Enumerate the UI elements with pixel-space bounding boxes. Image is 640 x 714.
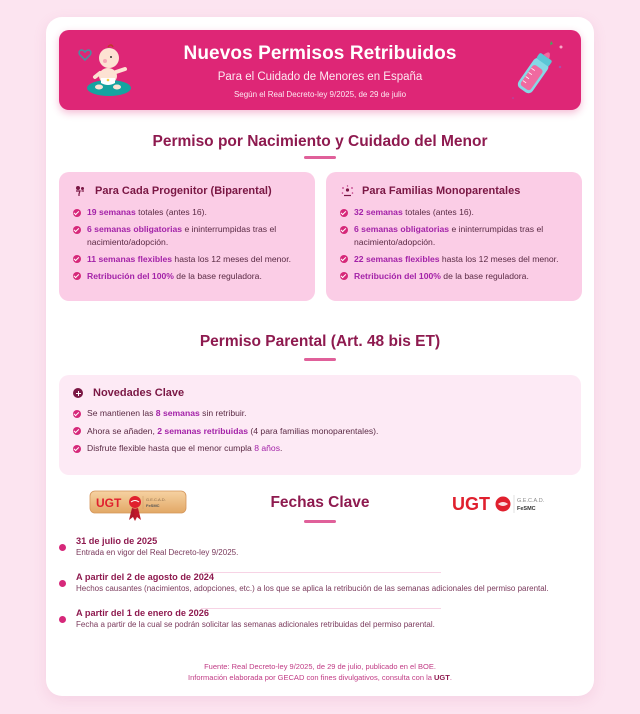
novedades-box — [59, 375, 581, 475]
check-icon — [73, 427, 81, 435]
section-divider — [304, 520, 336, 523]
timeline-item — [59, 571, 579, 594]
check-icon — [73, 410, 81, 418]
timeline-desc: Fecha a partir de la cual se podrán solicitar las semanas adicionales retribuidas del permiso parental. — [76, 620, 435, 629]
timeline-date: 31 de julio de 2025 — [76, 536, 158, 546]
section-divider — [304, 156, 336, 159]
list-item: Retribución del 100% de la base reguladora. — [340, 270, 568, 283]
check-icon — [73, 272, 81, 280]
timeline-desc: Entrada en vigor del Real Decreto-ley 9/2025. — [76, 548, 239, 557]
list-item: Ahora se añaden, 2 semanas retribuidas (4 para familias monoparentales). — [73, 425, 567, 438]
single-parent-card — [326, 172, 582, 301]
baby-illustration-icon — [75, 38, 137, 100]
section-divider — [304, 358, 336, 361]
card-title: Para Cada Progenitor (Biparental) — [95, 185, 272, 197]
section-title-birth: Permiso por Nacimiento y Cuidado del Menor — [152, 133, 488, 150]
hero-note: Según el Real Decreto-ley 9/2025, de 29 de julio — [233, 90, 407, 99]
check-icon — [73, 445, 81, 453]
biparental-card — [59, 172, 315, 301]
list-item: 6 semanas obligatorias e ininterrumpidas tras el nacimiento/adopción. — [340, 223, 568, 248]
timeline-date: A partir del 2 de agosto de 2024 — [76, 572, 215, 582]
svg-text:UGT: UGT — [96, 496, 122, 510]
plus-circle-icon — [73, 388, 83, 398]
timeline-dot-icon — [59, 544, 66, 551]
check-icon — [340, 255, 348, 263]
key-dates-timeline — [59, 535, 579, 643]
infographic-card — [46, 17, 594, 696]
check-icon — [340, 226, 348, 234]
timeline-item — [59, 607, 579, 630]
footer — [46, 661, 594, 683]
timeline-date: A partir del 1 de enero de 2026 — [76, 608, 209, 618]
hero-subtitle: Para el Cuidado de Menores en España — [217, 71, 423, 83]
list-item: 32 semanas totales (antes 16). — [340, 206, 568, 219]
section-title-parental: Permiso Parental (Art. 48 bis ET) — [199, 333, 441, 350]
hero-title: Nuevos Permisos Retribuidos — [183, 43, 457, 64]
baby-bottle-icon — [505, 38, 565, 102]
box-title: Novedades Clave — [93, 387, 185, 399]
check-icon — [73, 226, 81, 234]
section-title-dates: Fechas Clave — [270, 494, 370, 511]
timeline-dot-icon — [59, 616, 66, 623]
check-icon — [73, 209, 81, 217]
card-title: Para Familias Monoparentales — [362, 185, 521, 197]
svg-text:G.E.C.A.D.: G.E.C.A.D. — [517, 498, 545, 504]
parents-icon — [73, 184, 87, 198]
list-item: 11 semanas flexibles hasta los 12 meses del menor. — [73, 253, 301, 266]
list-item: 22 semanas flexibles hasta los 12 meses del menor. — [340, 253, 568, 266]
svg-text:UGT: UGT — [452, 494, 490, 514]
hero-banner — [59, 30, 581, 110]
ugt-logo-icon — [452, 491, 562, 517]
svg-text:FeSMC: FeSMC — [146, 503, 160, 508]
check-icon — [340, 272, 348, 280]
check-icon — [73, 255, 81, 263]
timeline-item — [59, 535, 579, 558]
check-icon — [340, 209, 348, 217]
timeline-desc: Hechos causantes (nacimientos, adopciones, etc.) a los que se aplica la retribución de las semanas adicionales del permiso parental. — [76, 584, 549, 593]
svg-text:FeSMC: FeSMC — [517, 506, 536, 512]
single-parent-icon — [340, 184, 354, 198]
list-item: Se mantienen las 8 semanas sin retribuir. — [73, 407, 567, 420]
timeline-dot-icon — [59, 580, 66, 587]
footer-credit: Información elaborada por GECAD con fines divulgativos, consulta con la UGT. — [188, 673, 452, 682]
footer-source: Fuente: Real Decreto-ley 9/2025, de 29 de julio, publicado en el BOE. — [204, 662, 436, 671]
list-item: 19 semanas totales (antes 16). — [73, 206, 301, 219]
svg-text:G.E.C.A.D.: G.E.C.A.D. — [146, 497, 166, 502]
list-item: Disfrute flexible hasta que el menor cumpla 8 años. — [73, 442, 567, 455]
list-item: 6 semanas obligatorias e ininterrumpidas tras el nacimiento/adopción. — [73, 223, 301, 248]
list-item: Retribución del 100% de la base reguladora. — [73, 270, 301, 283]
